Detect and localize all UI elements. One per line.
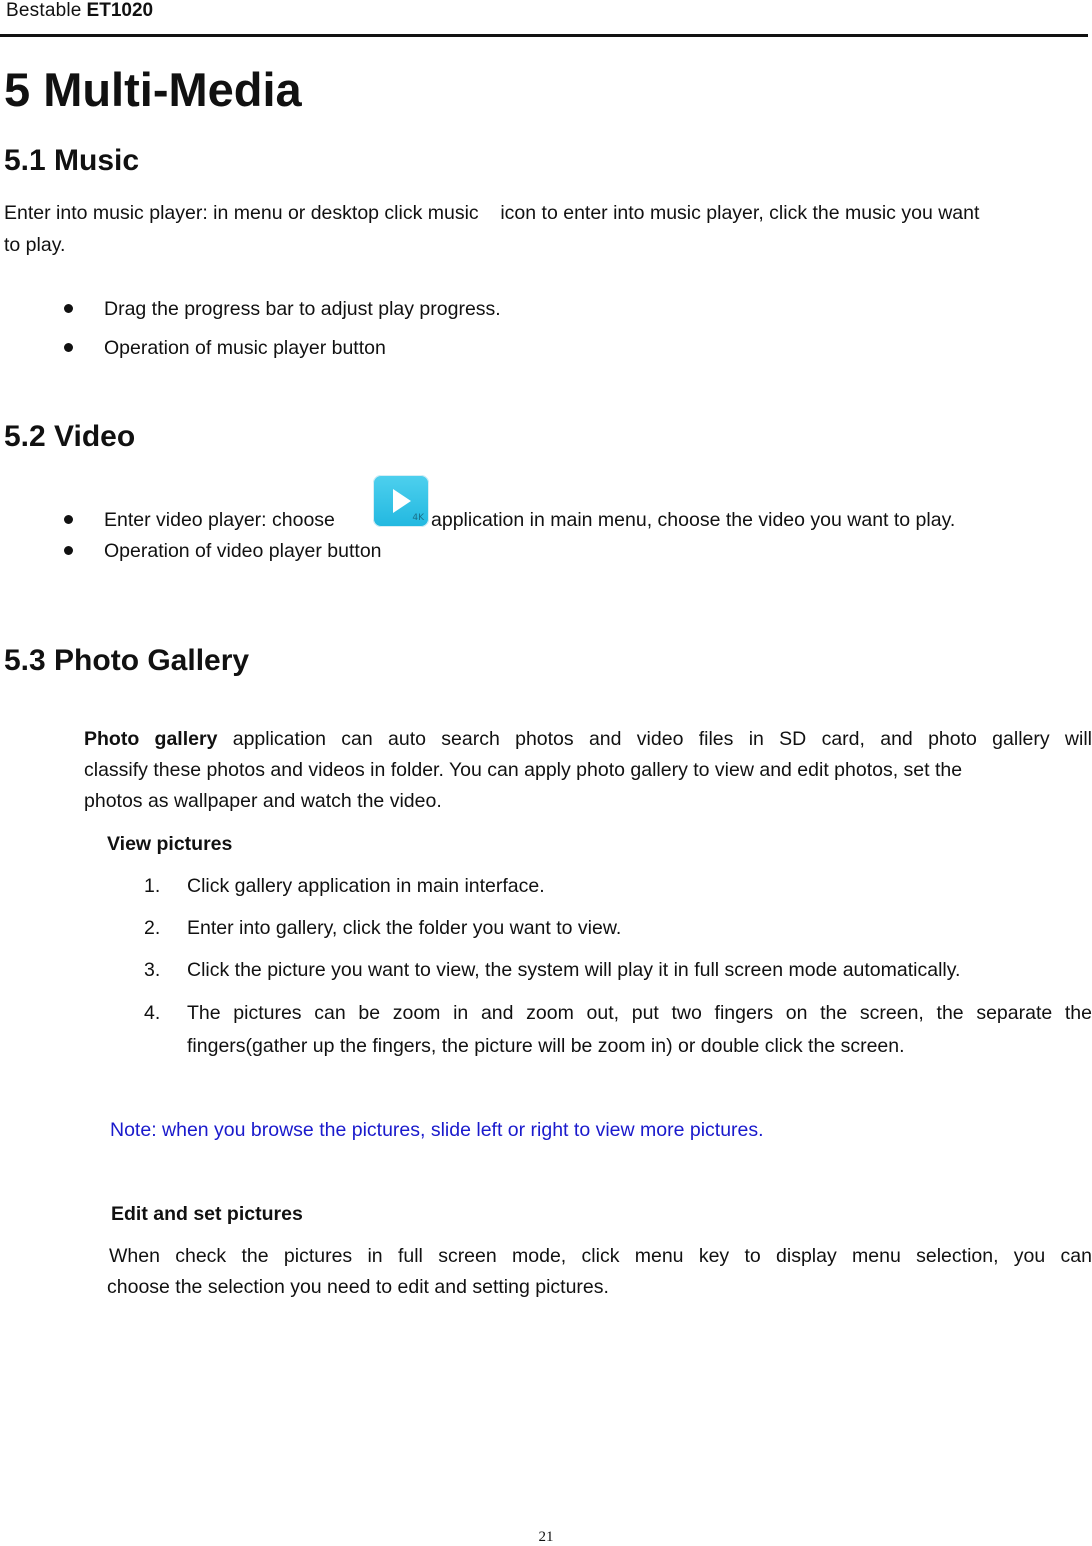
note-text: Note: when you browse the pictures, slide left or right to view more pictures. <box>110 1119 764 1141</box>
view-pictures-heading: View pictures <box>107 833 233 855</box>
model-name: ET1020 <box>86 0 154 21</box>
gallery-intro-line-2: classify these photos and videos in folder. You can apply photo gallery to view and edit photos, set the <box>84 759 963 781</box>
step-text: Click gallery application in main interface. <box>187 875 545 897</box>
step-text-continued: fingers(gather up the fingers, the picture will be zoom in) or double click the screen. <box>187 1035 905 1057</box>
bullet-icon <box>64 515 73 524</box>
music-intro-line-1: Enter into music player: in menu or desktop click music icon to enter into music player, click the music you want <box>4 202 980 224</box>
gallery-intro-bold: Photo gallery <box>84 728 218 750</box>
header-divider <box>0 34 1088 37</box>
page-number: 21 <box>538 1529 554 1545</box>
step-number: 3. <box>144 959 161 981</box>
step-text: The pictures can be zoom in and zoom out, put two fingers on the screen, the separate the <box>187 1002 1092 1024</box>
bullet-icon <box>64 343 73 352</box>
section-heading-video: 5.2 Video <box>4 420 136 453</box>
bullet-icon <box>64 304 73 313</box>
video-bullet-1-before: Enter video player: choose <box>104 509 335 531</box>
gallery-intro-line-3: photos as wallpaper and watch the video. <box>84 790 442 812</box>
music-bullet-1: Drag the progress bar to adjust play progress. <box>104 298 501 320</box>
section-heading-gallery: 5.3 Photo Gallery <box>4 644 250 677</box>
edit-pictures-heading: Edit and set pictures <box>111 1203 303 1225</box>
running-header <box>6 0 153 22</box>
step-text: Click the picture you want to view, the system will play it in full screen mode automatically. <box>187 959 961 981</box>
chapter-title: 5 Multi-Media <box>4 63 302 116</box>
section-heading-music: 5.1 Music <box>4 144 140 177</box>
music-bullet-2: Operation of music player button <box>104 337 386 359</box>
gallery-intro-line-1 <box>84 727 1092 751</box>
step-number: 1. <box>144 875 161 897</box>
step-number: 4. <box>144 1002 161 1024</box>
video-bullet-2: Operation of video player button <box>104 540 382 562</box>
gallery-intro-rest: application can auto search photos and video files in SD card, and photo gallery will <box>217 728 1092 750</box>
bullet-icon <box>64 546 73 555</box>
step-number: 2. <box>144 917 161 939</box>
step-text: Enter into gallery, click the folder you want to view. <box>187 917 622 939</box>
music-intro-line-2: to play. <box>4 234 66 256</box>
brand-name: Bestable <box>6 0 82 21</box>
video-bullet-1-after: application in main menu, choose the video you want to play. <box>431 509 956 531</box>
video-player-icon <box>373 475 429 527</box>
edit-pictures-line-2: choose the selection you need to edit and setting pictures. <box>107 1276 609 1298</box>
video-icon-badge: 4K <box>412 513 424 523</box>
edit-pictures-line-1: When check the pictures in full screen mode, click menu key to display menu selection, you can <box>109 1245 1092 1267</box>
